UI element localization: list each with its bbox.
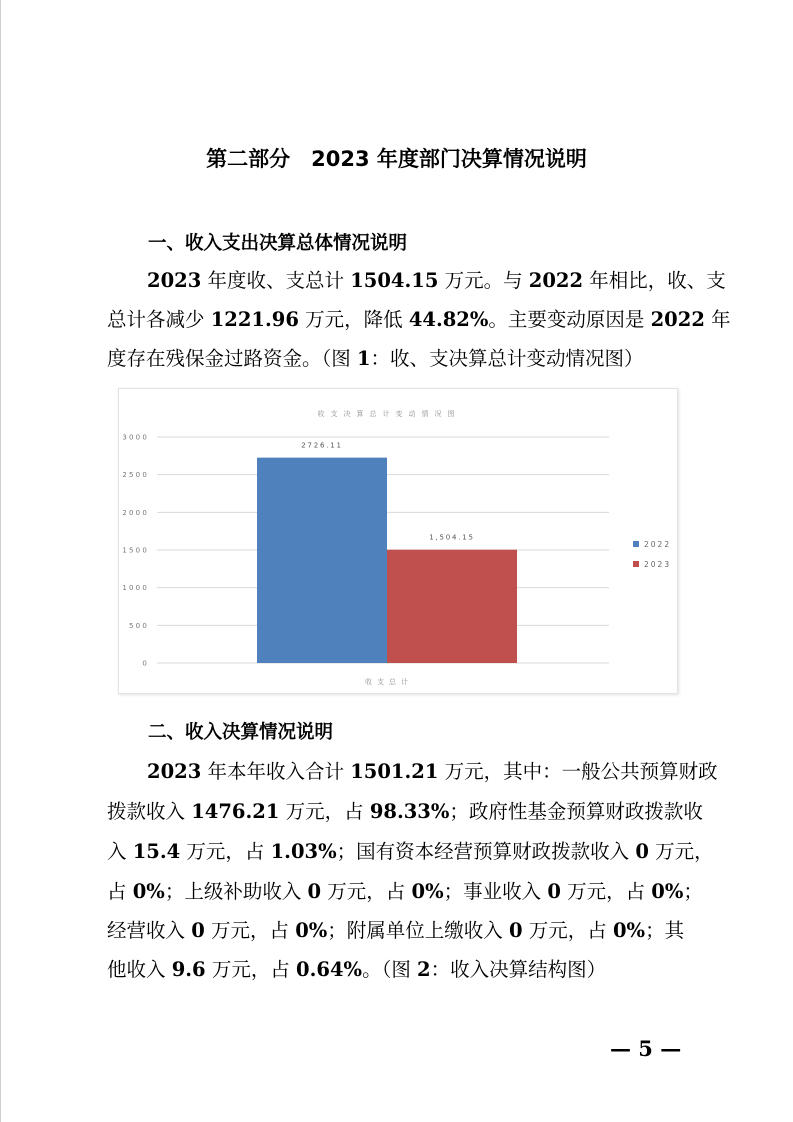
y-tick-label: 3000 (122, 433, 149, 442)
bold-number: 1501.21 (350, 760, 439, 783)
bold-number: 2023 (147, 269, 202, 292)
bold-number: 44.82% (408, 308, 489, 331)
text-run: ；上级补助收入 (164, 880, 308, 903)
text-run: 万元，降低 (298, 308, 409, 331)
text-run: 经营收入 (107, 919, 192, 942)
legend-label: 2023 (644, 560, 672, 569)
text-run: 万元，占 (321, 880, 412, 903)
y-tick-labels (122, 434, 149, 668)
text-run: 占 (107, 880, 133, 903)
text-run: 万元，占 (204, 919, 296, 942)
bar-2022 (257, 458, 387, 663)
bold-number: 0 (635, 840, 649, 863)
bold-number: 0% (132, 880, 165, 903)
text-run: ；国有资本经营预算财政拨款收入 (336, 840, 636, 863)
section-1-heading: 一、收入支出决算总体情况说明 (148, 233, 408, 254)
bold-number: 0 (547, 880, 561, 903)
paragraph-line (147, 756, 718, 784)
paragraph-line (107, 876, 703, 904)
bar-2023 (387, 550, 517, 663)
text-run: 。主要变动原因是 (488, 308, 651, 331)
bold-number: 1476.21 (191, 800, 280, 823)
text-run: ：收、支决算总计变动情况图） (370, 347, 644, 370)
x-category-label: 收支总计 (365, 678, 413, 686)
bold-number: 2023 (147, 760, 202, 783)
y-tick-label: 500 (129, 621, 149, 630)
text-run: ；附属单位上缴收入 (327, 919, 509, 942)
text-run: 年度收、支总计 (201, 269, 351, 292)
text-run: 总计各减少 (107, 308, 211, 331)
text-run: 年 (704, 308, 731, 331)
bold-number: 98.33% (369, 800, 450, 823)
bold-number: 2022 (650, 308, 705, 331)
legend-swatch (633, 561, 639, 567)
text-run: ；事业收入 (443, 880, 548, 903)
section-2-heading: 二、收入决算情况说明 (148, 722, 334, 743)
text-run: 度存在残保金过路资金。（图 (107, 347, 357, 370)
paragraph-line (107, 304, 731, 332)
bold-number: 0.64% (296, 958, 363, 981)
bold-number: 0% (295, 919, 328, 942)
bold-number: 2 (417, 958, 431, 981)
text-run: 入 (107, 840, 133, 863)
text-run: 拨款收入 (107, 800, 192, 823)
y-tick-label: 0 (142, 659, 149, 668)
text-run: ：收入决算结构图） (430, 958, 607, 981)
paragraph-line (147, 265, 726, 293)
paragraph-line (107, 343, 644, 371)
bars (257, 458, 517, 663)
text-run: 万元，占 (560, 880, 652, 903)
bold-number: 1 (356, 347, 371, 370)
text-run: 万元， (648, 840, 714, 863)
text-run: ；政府性基金预算财政拨款收 (449, 800, 703, 823)
text-run: 年本年收入合计 (201, 760, 351, 783)
bold-number: 2022 (528, 269, 584, 292)
y-tick-label: 1500 (122, 546, 149, 555)
text-run: 年相比，收、支 (583, 269, 726, 292)
bold-number: 0 (191, 919, 205, 942)
legend-swatch (633, 541, 639, 547)
y-tick-label: 1000 (122, 584, 149, 593)
page-title: 第二部分 2023 年度部门决算情况说明 (206, 147, 587, 171)
text-run: 万元，占 (522, 919, 613, 942)
data-label: 2726.11 (301, 441, 343, 450)
page-number: — 5 — (610, 1036, 682, 1061)
bold-number: 0 (307, 880, 322, 903)
bold-number: 15.4 (132, 840, 181, 863)
chart-title: 收支决算总计变动情况图 (317, 410, 461, 418)
bold-number: 0 (509, 919, 523, 942)
text-run: 万元，占 (180, 840, 271, 863)
chart-container (118, 388, 678, 694)
y-tick-label: 2500 (122, 471, 149, 480)
bold-number: 0% (411, 880, 444, 903)
text-run: ；其 (645, 919, 685, 942)
y-tick-label: 2000 (122, 508, 149, 517)
bar-chart (119, 389, 677, 693)
bold-number: 0% (651, 880, 684, 903)
data-label: 1,504.15 (429, 533, 475, 542)
bold-number: 1.03% (270, 840, 337, 863)
legend (633, 540, 671, 569)
text-run: 他收入 (107, 958, 172, 981)
text-run: ； (683, 880, 703, 903)
text-run: 万元。与 (438, 269, 529, 292)
text-run: 万元，占 (279, 800, 370, 823)
bold-number: 1221.96 (210, 308, 299, 331)
bold-number: 9.6 (171, 958, 206, 981)
paragraph-line (107, 954, 606, 982)
text-run: 万元，其中：一般公共预算财政 (438, 760, 718, 783)
paragraph-line (107, 836, 714, 864)
legend-label: 2022 (644, 540, 672, 549)
paragraph-line (107, 915, 684, 943)
paragraph-line (107, 796, 703, 824)
text-run: 。（图 (362, 958, 418, 981)
text-run: 万元，占 (205, 958, 297, 981)
bold-number: 0% (612, 919, 646, 942)
bold-number: 1504.15 (350, 269, 439, 292)
